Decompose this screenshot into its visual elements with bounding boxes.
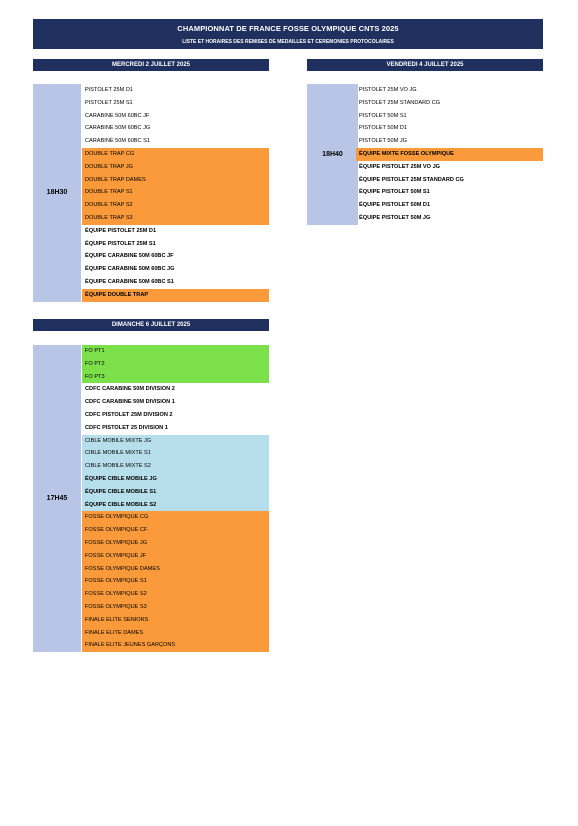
day-header: DIMANCHE 6 JUILLET 2025 [33, 319, 269, 331]
event-row: PISTOLET 50M S1 [359, 112, 407, 119]
event-row: PISTOLET 25M VO JG [359, 87, 417, 93]
event-row: DOUBLE TRAP JG [82, 161, 269, 174]
event-row: FOSSE OLYMPIQUE S1 [82, 575, 269, 588]
day-header: VENDREDI 4 JUILLET 2025 [307, 59, 543, 71]
event-row: ÉQUIPE PISTOLET 50M JG [359, 215, 431, 221]
event-row: FOSSE OLYMPIQUE JF [82, 550, 269, 563]
page-title: CHAMPIONNAT DE FRANCE FOSSE OLYMPIQUE CNTS 2025 [177, 24, 399, 33]
event-row: CIBLE MOBILE MIXTE S2 [82, 460, 269, 473]
ceremony-time: 17H45 [33, 345, 81, 652]
event-row: PISTOLET 25M D1 [85, 87, 133, 93]
event-row: ÉQUIPE CIBLE MOBILE S2 [82, 499, 269, 512]
day-header: MERCREDI 2 JUILLET 2025 [33, 59, 269, 71]
event-row: ÉQUIPE PISTOLET 50M D1 [359, 202, 431, 209]
event-row: DOUBLE TRAP CG [82, 148, 269, 161]
event-row: FINALE ELITE DAMES [82, 627, 269, 640]
event-row: ÉQUIPE CARABINE 50M 60BC JG [85, 266, 175, 273]
page-banner [33, 19, 543, 49]
event-row: CDFC CARABINE 50M DIVISION 1 [85, 399, 175, 406]
event-row: CARABINE 50M 60BC S1 [85, 138, 150, 145]
event-row: FO PT2 [82, 358, 269, 371]
event-row: ÉQUIPE PISTOLET 25M D1 [85, 227, 157, 234]
event-row: CDFC CARABINE 50M DIVISION 2 [85, 386, 175, 393]
event-row: ÉQUIPE PISTOLET 25M S1 [85, 240, 156, 247]
event-row: CIBLE MOBILE MIXTE S1 [82, 447, 269, 460]
ceremony-time: 18H40 [307, 84, 358, 225]
event-row: ÉQUIPE DOUBLE TRAP [82, 289, 269, 302]
event-row: ÉQUIPE CARABINE 50M 60BC S1 [85, 279, 174, 285]
event-row: CDFC PISTOLET 25 DIVISION 1 [85, 424, 168, 431]
event-row: DOUBLE TRAP S3 [82, 212, 269, 225]
event-row: CARABINE 50M 60BC JF [85, 112, 150, 119]
event-row: FO PT1 [82, 345, 269, 358]
event-row: ÉQUIPE PISTOLET 50M S1 [359, 189, 430, 196]
event-row: FOSSE OLYMPIQUE DAMES [82, 563, 269, 576]
event-row: FOSSE OLYMPIQUE JG [82, 537, 269, 550]
event-row: DOUBLE TRAP S1 [82, 186, 269, 199]
event-row: FOSSE OLYMPIQUE S2 [82, 588, 269, 601]
event-row: DOUBLE TRAP DAMES [82, 174, 269, 187]
event-row: ÉQUIPE PISTOLET 25M STANDARD CG [359, 176, 464, 183]
event-row: DOUBLE TRAP S2 [82, 199, 269, 212]
event-row: CIBLE MOBILE MIXTE JG [82, 435, 269, 448]
event-row: PISTOLET 25M STANDARD CG [359, 99, 441, 106]
ceremony-time: 18H30 [33, 84, 81, 302]
event-row: ÉQUIPE MIXTE FOSSE OLYMPIQUE [356, 148, 543, 161]
event-row: CDFC PISTOLET 25M DIVISION 2 [85, 412, 173, 418]
event-row: ÉQUIPE CIBLE MOBILE JG [82, 473, 269, 486]
event-row: FINALE ELITE JEUNES GARÇONS [82, 639, 269, 652]
event-row: ÉQUIPE CIBLE MOBILE S1 [82, 486, 269, 499]
event-row: CARABINE 50M 60BC JG [85, 125, 151, 132]
event-row: PISTOLET 50M JG [359, 138, 407, 145]
event-row: FOSSE OLYMPIQUE CF [82, 524, 269, 537]
event-row: FINALE ELITE SENIORS [82, 614, 269, 627]
event-row: PISTOLET 25M S1 [85, 99, 133, 106]
event-row: ÉQUIPE CARABINE 50M 60BC JF [85, 253, 174, 260]
page-subtitle: LISTE ET HORAIRES DES REMISES DE MEDAILLES ET CEREMONIES PROTOCOLAIRES [182, 39, 394, 45]
event-row: FOSSE OLYMPIQUE CG [82, 511, 269, 524]
event-row: FOSSE OLYMPIQUE S3 [82, 601, 269, 614]
event-row: PISTOLET 50M D1 [359, 125, 407, 132]
event-row: FO PT3 [82, 371, 269, 384]
event-row: ÉQUIPE PISTOLET 25M VO JG [359, 163, 441, 170]
